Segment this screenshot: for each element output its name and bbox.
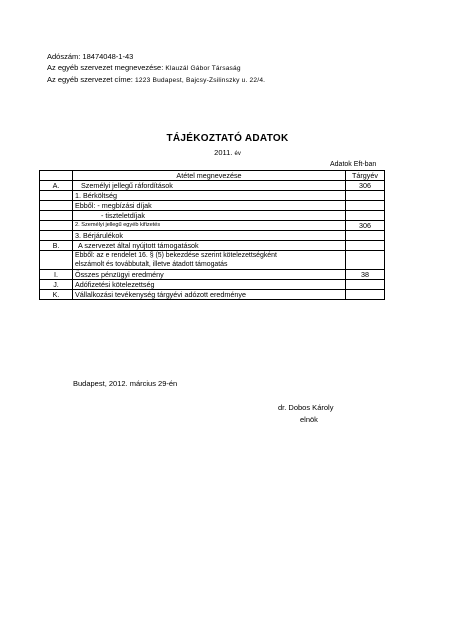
row-label — [40, 221, 73, 231]
row-text: 3. Bérjárulékok — [73, 231, 346, 241]
row-text: Összes pénzügyi eredmény — [73, 270, 346, 280]
row-value — [346, 280, 385, 290]
unit-note: Adatok Eft-ban — [330, 161, 377, 168]
table-row — [40, 211, 385, 221]
place-date: Budapest, 2012. március 29-én — [73, 379, 178, 388]
table-row — [40, 201, 385, 211]
table-row — [40, 231, 385, 241]
row-value — [346, 191, 385, 201]
row-label — [40, 251, 73, 270]
table-row — [40, 181, 385, 191]
table-row — [40, 251, 385, 270]
table-row — [40, 270, 385, 280]
row-text: 1. Bérköltség — [73, 191, 346, 201]
org-address-label: Az egyéb szervezet címe: — [47, 75, 133, 84]
row-label: I. — [40, 270, 73, 280]
table-row — [40, 241, 385, 251]
row-label — [40, 231, 73, 241]
org-address-line — [47, 75, 265, 86]
row-label — [40, 191, 73, 201]
row-text-line1: Ebből: az e rendelet 16. § (5) bekezdése szerint kötelezettségként — [75, 252, 277, 259]
data-table — [39, 170, 385, 300]
table-row — [40, 191, 385, 201]
row-label — [40, 201, 73, 211]
header-item: Atétel megnevezése — [73, 171, 346, 181]
row-value: 306 — [346, 221, 385, 231]
org-address-value: 1223 Budapest, Bajcsy-Zsilinszky u. 22/4. — [134, 77, 266, 84]
row-text: 2. Személyi jellegű egyéb kifizetés — [73, 221, 346, 231]
row-text-line2: elszámolt és továbbutalt, illetve átadott támogatás — [75, 261, 228, 268]
year-suffix: év — [234, 151, 241, 157]
row-text: Vállalkozási tevékenység tárgyévi adózott eredménye — [73, 290, 346, 300]
row-label — [40, 211, 73, 221]
report-year — [0, 148, 455, 157]
table-row — [40, 280, 385, 290]
row-text: Adófizetési kötelezettség — [73, 280, 346, 290]
row-text: - tiszteletdíjak — [73, 211, 346, 221]
row-label: K. — [40, 290, 73, 300]
table-row — [40, 221, 385, 231]
row-label: B. — [40, 241, 73, 251]
row-text: Személyi jellegű ráfordítások — [73, 181, 346, 191]
row-value — [346, 290, 385, 300]
header-year: Tárgyév — [346, 171, 385, 181]
row-text — [73, 251, 346, 270]
header-label-cell — [40, 171, 73, 181]
row-value — [346, 251, 385, 270]
org-name-label: Az egyéb szervezet megnevezése: — [47, 63, 164, 72]
row-value — [346, 201, 385, 211]
row-label: J. — [40, 280, 73, 290]
row-value: 306 — [346, 181, 385, 191]
org-name-value: Klauzál Gábor Társaság — [165, 65, 241, 72]
document-title: TÁJÉKOZTATÓ ADATOK — [166, 133, 289, 144]
row-value: 38 — [346, 270, 385, 280]
table-row — [40, 290, 385, 300]
row-value — [346, 231, 385, 241]
row-text: A szervezet által nyújtott támogatások — [73, 241, 346, 251]
tax-id: Adószám: 18474048-1-43 — [47, 52, 134, 61]
row-text: Ebből: - megbízási díjak — [73, 201, 346, 211]
row-value — [346, 211, 385, 221]
row-value — [346, 241, 385, 251]
signer-title: elnök — [300, 415, 318, 424]
signer-name: dr. Dobos Károly — [278, 403, 334, 412]
table-header-row — [40, 171, 385, 181]
org-name-line — [47, 63, 241, 74]
row-label: A. — [40, 181, 73, 191]
year-value: 2011. — [214, 148, 233, 157]
